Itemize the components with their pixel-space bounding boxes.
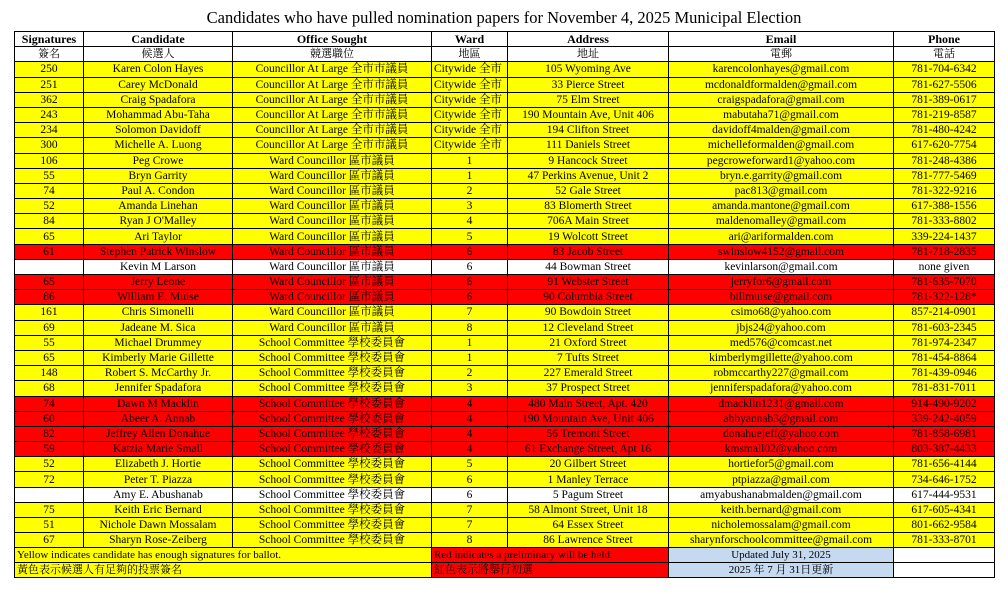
candidate-name-cell: Kimberly Marie Gillette — [84, 350, 233, 365]
email-cell: donahuejeff@yahoo.com — [669, 426, 894, 441]
signature-count-cell: 55 — [15, 168, 84, 183]
office-sought-cell: Councillor At Large 全市市議員 — [233, 92, 432, 107]
signature-count-cell: 65 — [15, 275, 84, 290]
phone-cell: 339-224-1437 — [894, 229, 995, 244]
table-row — [15, 275, 995, 290]
legend-yellow-en: Yellow indicates candidate has enough signatures for ballot. — [15, 548, 432, 563]
table-row — [15, 502, 995, 517]
office-sought-cell: School Committee 學校委員會 — [233, 533, 432, 548]
email-cell: jerryfor6@gmail.com — [669, 275, 894, 290]
address-cell: 44 Bowman Street — [508, 259, 669, 274]
address-cell: 91 Webster Street — [508, 275, 669, 290]
ward-cell: 5 — [432, 457, 508, 472]
office-sought-cell: Ward Councillor 區市議員 — [233, 290, 432, 305]
ward-cell: 7 — [432, 518, 508, 533]
address-cell: 21 Oxford Street — [508, 335, 669, 350]
table-row — [15, 168, 995, 183]
signature-count-cell: 51 — [15, 518, 84, 533]
header-row-en — [15, 32, 995, 47]
office-sought-cell: Ward Councillor 區市議員 — [233, 275, 432, 290]
phone-cell: 781-603-2345 — [894, 320, 995, 335]
col-header-address-zh: 地址 — [508, 47, 669, 62]
office-sought-cell: Councillor At Large 全市市議員 — [233, 77, 432, 92]
updated-date-en: Updated July 31, 2025 — [669, 548, 894, 563]
col-header-address: Address — [508, 32, 669, 47]
email-cell: davidoff4malden@gmail.com — [669, 123, 894, 138]
ward-cell: 5 — [432, 229, 508, 244]
table-row — [15, 518, 995, 533]
office-sought-cell: Ward Councillor 區市議員 — [233, 214, 432, 229]
address-cell: 90 Columbia Street — [508, 290, 669, 305]
phone-cell: 781-974-2347 — [894, 335, 995, 350]
ward-cell: 6 — [432, 487, 508, 502]
table-row — [15, 335, 995, 350]
signature-count-cell: 161 — [15, 305, 84, 320]
col-header-phone: Phone — [894, 32, 995, 47]
ward-cell: 6 — [432, 244, 508, 259]
address-cell: 64 Essex Street — [508, 518, 669, 533]
candidate-name-cell: Peg Crowe — [84, 153, 233, 168]
phone-cell: 781-656-4144 — [894, 457, 995, 472]
candidate-name-cell: Robert S. McCarthy Jr. — [84, 366, 233, 381]
phone-cell: 781-333-8802 — [894, 214, 995, 229]
address-cell: 83 Jacob Street — [508, 244, 669, 259]
ward-cell: 7 — [432, 502, 508, 517]
address-cell: 227 Emerald Street — [508, 366, 669, 381]
updated-date-zh: 2025 年 7 月 31日更新 — [669, 563, 894, 578]
office-sought-cell: School Committee 學校委員會 — [233, 366, 432, 381]
email-cell: amyabushanabmalden@gmail.com — [669, 487, 894, 502]
candidate-name-cell: Jeffrey Allen Donahue — [84, 426, 233, 441]
signature-count-cell: 243 — [15, 107, 84, 122]
office-sought-cell: School Committee 學校委員會 — [233, 396, 432, 411]
table-row — [15, 426, 995, 441]
table-row — [15, 350, 995, 365]
signature-count-cell: 106 — [15, 153, 84, 168]
ward-cell: Citywide 全市 — [432, 123, 508, 138]
signature-count-cell: 86 — [15, 290, 84, 305]
office-sought-cell: Councillor At Large 全市市議員 — [233, 107, 432, 122]
signature-count-cell — [15, 487, 84, 502]
signature-count-cell: 52 — [15, 457, 84, 472]
address-cell: 61 Exchange Street, Apt 16 — [508, 442, 669, 457]
email-cell: pac813@gmail.com — [669, 183, 894, 198]
office-sought-cell: School Committee 學校委員會 — [233, 411, 432, 426]
office-sought-cell: Ward Councillor 區市議員 — [233, 320, 432, 335]
table-row — [15, 457, 995, 472]
address-cell: 480 Main Street, Apt. 420 — [508, 396, 669, 411]
phone-cell: 781-248-4386 — [894, 153, 995, 168]
address-cell: 190 Mountain Ave, Unit 406 — [508, 107, 669, 122]
phone-cell: 781-480-4242 — [894, 123, 995, 138]
phone-cell: 617-388-1556 — [894, 199, 995, 214]
ward-cell: 2 — [432, 183, 508, 198]
email-cell: maldenomalley@gmail.com — [669, 214, 894, 229]
candidate-rows — [15, 62, 995, 548]
candidate-name-cell: Amy E. Abushanab — [84, 487, 233, 502]
phone-cell: 617-620-7754 — [894, 138, 995, 153]
phone-cell: 781-389-0617 — [894, 92, 995, 107]
office-sought-cell: Councillor At Large 全市市議員 — [233, 123, 432, 138]
office-sought-cell: School Committee 學校委員會 — [233, 502, 432, 517]
office-sought-cell: Councillor At Large 全市市議員 — [233, 62, 432, 77]
phone-cell: 781-219-8587 — [894, 107, 995, 122]
email-cell: dmacklin1231@gmail.com — [669, 396, 894, 411]
office-sought-cell: School Committee 學校委員會 — [233, 426, 432, 441]
ward-cell: 1 — [432, 350, 508, 365]
office-sought-cell: School Committee 學校委員會 — [233, 518, 432, 533]
ward-cell: 4 — [432, 396, 508, 411]
table-row — [15, 123, 995, 138]
col-header-email: Email — [669, 32, 894, 47]
candidate-name-cell: Peter T. Piazza — [84, 472, 233, 487]
legend-red-en: Red indicates a preliminary will be held. — [432, 548, 669, 563]
phone-cell: 781-831-7011 — [894, 381, 995, 396]
ward-cell: 3 — [432, 199, 508, 214]
candidate-name-cell: Keith Eric Bernard — [84, 502, 233, 517]
col-header-signatures-zh: 簽名 — [15, 47, 84, 62]
candidate-name-cell: Elizabeth J. Hortie — [84, 457, 233, 472]
phone-cell: 801-662-9584 — [894, 518, 995, 533]
address-cell: 56 Tremont Street — [508, 426, 669, 441]
col-header-candidate-zh: 候選人 — [84, 47, 233, 62]
phone-cell: 781-333-8701 — [894, 533, 995, 548]
ward-cell: 6 — [432, 290, 508, 305]
address-cell: 83 Blomerth Street — [508, 199, 669, 214]
legend-yellow-zh: 黃色表示候選人有足夠的投票簽名 — [15, 563, 432, 578]
signature-count-cell: 55 — [15, 335, 84, 350]
ward-cell: Citywide 全市 — [432, 138, 508, 153]
email-cell: ari@ariformalden.com — [669, 229, 894, 244]
address-cell: 194 Clifton Street — [508, 123, 669, 138]
ward-cell: 7 — [432, 305, 508, 320]
candidate-name-cell: Katzia Marie Small — [84, 442, 233, 457]
phone-cell: 734-646-1752 — [894, 472, 995, 487]
signature-count-cell: 234 — [15, 123, 84, 138]
candidate-name-cell: Sharyn Rose-Zeiberg — [84, 533, 233, 548]
signature-count-cell: 59 — [15, 442, 84, 457]
legend-row-1 — [15, 548, 995, 563]
legend-blank-2 — [894, 563, 995, 578]
address-cell: 47 Perkins Avenue, Unit 2 — [508, 168, 669, 183]
email-cell: robmccarthy227@gmail.com — [669, 366, 894, 381]
address-cell: 20 Gilbert Street — [508, 457, 669, 472]
phone-cell: 857-214-0901 — [894, 305, 995, 320]
address-cell: 111 Daniels Street — [508, 138, 669, 153]
ward-cell: 3 — [432, 381, 508, 396]
table-row — [15, 487, 995, 502]
table-row — [15, 411, 995, 426]
address-cell: 12 Cleveland Street — [508, 320, 669, 335]
table-row — [15, 199, 995, 214]
candidates-table — [14, 31, 995, 578]
candidate-name-cell: Ryan J O'Malley — [84, 214, 233, 229]
signature-count-cell: 61 — [15, 244, 84, 259]
email-cell: kmsmall02@yahoo.com — [669, 442, 894, 457]
phone-cell: 781-627-5506 — [894, 77, 995, 92]
table-row — [15, 214, 995, 229]
legend-blank-1 — [894, 548, 995, 563]
ward-cell: 1 — [432, 153, 508, 168]
ward-cell: Citywide 全市 — [432, 92, 508, 107]
phone-cell: 914-490-9202 — [894, 396, 995, 411]
email-cell: med576@comcast.net — [669, 335, 894, 350]
candidate-name-cell: Kevin M Larson — [84, 259, 233, 274]
candidate-name-cell: Mohammad Abu-Taha — [84, 107, 233, 122]
candidate-name-cell: Abeer A. Annab — [84, 411, 233, 426]
email-cell: csimo68@yahoo.com — [669, 305, 894, 320]
candidate-name-cell: Ari Taylor — [84, 229, 233, 244]
signature-count-cell — [15, 259, 84, 274]
signature-count-cell: 74 — [15, 183, 84, 198]
candidate-name-cell: Jerry Leone — [84, 275, 233, 290]
table-row — [15, 183, 995, 198]
signature-count-cell: 52 — [15, 199, 84, 214]
table-row — [15, 77, 995, 92]
email-cell: bryn.e.garrity@gmail.com — [669, 168, 894, 183]
phone-cell: 781-439-0946 — [894, 366, 995, 381]
office-sought-cell: School Committee 學校委員會 — [233, 381, 432, 396]
address-cell: 58 Almont Street, Unit 18 — [508, 502, 669, 517]
candidate-name-cell: Karen Colon Hayes — [84, 62, 233, 77]
ward-cell: 4 — [432, 442, 508, 457]
office-sought-cell: Ward Councillor 區市議員 — [233, 229, 432, 244]
candidate-name-cell: Carey McDonald — [84, 77, 233, 92]
signature-count-cell: 69 — [15, 320, 84, 335]
phone-cell: 803-387-4433 — [894, 442, 995, 457]
signature-count-cell: 75 — [15, 502, 84, 517]
ward-cell: 6 — [432, 472, 508, 487]
phone-cell: 617-605-4341 — [894, 502, 995, 517]
address-cell: 75 Elm Street — [508, 92, 669, 107]
email-cell: jenniferspadafora@yahoo.com — [669, 381, 894, 396]
table-row — [15, 153, 995, 168]
ward-cell: 4 — [432, 214, 508, 229]
table-row — [15, 62, 995, 77]
ward-cell: Citywide 全市 — [432, 62, 508, 77]
ward-cell: 4 — [432, 426, 508, 441]
phone-cell: 617-444-9531 — [894, 487, 995, 502]
phone-cell: 781-777-5469 — [894, 168, 995, 183]
office-sought-cell: Ward Councillor 區市議員 — [233, 153, 432, 168]
phone-cell: none given — [894, 259, 995, 274]
candidate-name-cell: Chris Simonelli — [84, 305, 233, 320]
office-sought-cell: Ward Councillor 區市議員 — [233, 168, 432, 183]
table-row — [15, 244, 995, 259]
candidate-name-cell: Stephen Patrick Winslow — [84, 244, 233, 259]
candidate-name-cell: Amanda Linehan — [84, 199, 233, 214]
signature-count-cell: 251 — [15, 77, 84, 92]
phone-cell: 781-858-6981 — [894, 426, 995, 441]
table-row — [15, 442, 995, 457]
ward-cell: 6 — [432, 259, 508, 274]
table-row — [15, 320, 995, 335]
phone-cell: 781-635-7070 — [894, 275, 995, 290]
col-header-ward: Ward — [432, 32, 508, 47]
table-row — [15, 305, 995, 320]
signature-count-cell: 300 — [15, 138, 84, 153]
office-sought-cell: School Committee 學校委員會 — [233, 335, 432, 350]
email-cell: craigspadafora@gmail.com — [669, 92, 894, 107]
candidate-name-cell: Jennifer Spadafora — [84, 381, 233, 396]
email-cell: nicholemossalam@gmail.com — [669, 518, 894, 533]
ward-cell: 2 — [432, 366, 508, 381]
signature-count-cell: 65 — [15, 229, 84, 244]
office-sought-cell: Ward Councillor 區市議員 — [233, 199, 432, 214]
col-header-office-zh: 競選職位 — [233, 47, 432, 62]
col-header-candidate: Candidate — [84, 32, 233, 47]
email-cell: kimberlymgillette@yahoo.com — [669, 350, 894, 365]
signature-count-cell: 250 — [15, 62, 84, 77]
col-header-office: Office Sought — [233, 32, 432, 47]
signature-count-cell: 68 — [15, 381, 84, 396]
signature-count-cell: 84 — [15, 214, 84, 229]
signature-count-cell: 82 — [15, 426, 84, 441]
candidate-name-cell: Jadeane M. Sica — [84, 320, 233, 335]
office-sought-cell: School Committee 學校委員會 — [233, 472, 432, 487]
candidate-name-cell: Nichole Dawn Mossalam — [84, 518, 233, 533]
email-cell: ptpiazza@gmail.com — [669, 472, 894, 487]
table-row — [15, 259, 995, 274]
page-title: Candidates who have pulled nomination papers for November 4, 2025 Municipal Election — [206, 8, 802, 27]
table-row — [15, 229, 995, 244]
office-sought-cell: Ward Councillor 區市議員 — [233, 244, 432, 259]
candidate-name-cell: Michael Drummey — [84, 335, 233, 350]
candidate-name-cell: Michelle A. Luong — [84, 138, 233, 153]
legend-row-2 — [15, 563, 995, 578]
office-sought-cell: School Committee 學校委員會 — [233, 350, 432, 365]
signature-count-cell: 148 — [15, 366, 84, 381]
col-header-ward-zh: 地區 — [432, 47, 508, 62]
candidate-name-cell: Craig Spadafora — [84, 92, 233, 107]
address-cell: 5 Pagum Street — [508, 487, 669, 502]
address-cell: 1 Manley Terrace — [508, 472, 669, 487]
email-cell: mcdonaldformalden@gmail.com — [669, 77, 894, 92]
table-row — [15, 107, 995, 122]
signature-count-cell: 67 — [15, 533, 84, 548]
email-cell: michelleformalden@gmail.com — [669, 138, 894, 153]
email-cell: karencolonhayes@gmail.com — [669, 62, 894, 77]
email-cell: mabutaha71@gmail.com — [669, 107, 894, 122]
address-cell: 105 Wyoming Ave — [508, 62, 669, 77]
ward-cell: 6 — [432, 275, 508, 290]
candidate-name-cell: Dawn M Macklin — [84, 396, 233, 411]
phone-cell: 781-704-6342 — [894, 62, 995, 77]
table-row — [15, 366, 995, 381]
office-sought-cell: Ward Councillor 區市議員 — [233, 183, 432, 198]
phone-cell: 781-322-128* — [894, 290, 995, 305]
address-cell: 37 Prospect Street — [508, 381, 669, 396]
ward-cell: 8 — [432, 320, 508, 335]
candidate-name-cell: William E. Muise — [84, 290, 233, 305]
legend-red-zh: 紅色表示將舉行初選 — [432, 563, 669, 578]
email-cell: amanda.mantone@gmail.com — [669, 199, 894, 214]
address-cell: 90 Bowdoin Street — [508, 305, 669, 320]
table-row — [15, 472, 995, 487]
ward-cell: 4 — [432, 411, 508, 426]
col-header-email-zh: 電郵 — [669, 47, 894, 62]
email-cell: billmuise@gmail.com — [669, 290, 894, 305]
email-cell: abbyannab3@gmail.com — [669, 411, 894, 426]
phone-cell: 781-322-9216 — [894, 183, 995, 198]
candidate-name-cell: Bryn Garrity — [84, 168, 233, 183]
ward-cell: 1 — [432, 335, 508, 350]
email-cell: kevinlarson@gmail.com — [669, 259, 894, 274]
office-sought-cell: School Committee 學校委員會 — [233, 457, 432, 472]
candidate-name-cell: Paul A. Condon — [84, 183, 233, 198]
table-row — [15, 381, 995, 396]
address-cell: 19 Wolcott Street — [508, 229, 669, 244]
office-sought-cell: Ward Councillor 區市議員 — [233, 259, 432, 274]
phone-cell: 781-718-2835 — [894, 244, 995, 259]
email-cell: sharynforschoolcommittee@gmail.com — [669, 533, 894, 548]
signature-count-cell: 74 — [15, 396, 84, 411]
header-row-zh — [15, 47, 995, 62]
address-cell: 7 Tufts Street — [508, 350, 669, 365]
address-cell: 52 Gale Street — [508, 183, 669, 198]
office-sought-cell: School Committee 學校委員會 — [233, 442, 432, 457]
ward-cell: 8 — [432, 533, 508, 548]
office-sought-cell: Ward Councillor 區市議員 — [233, 305, 432, 320]
col-header-signatures: Signatures — [15, 32, 84, 47]
email-cell: keith.bernard@gmail.com — [669, 502, 894, 517]
email-cell: swinslow4152@gmail.com — [669, 244, 894, 259]
table-row — [15, 92, 995, 107]
office-sought-cell: Councillor At Large 全市市議員 — [233, 138, 432, 153]
office-sought-cell: School Committee 學校委員會 — [233, 487, 432, 502]
signature-count-cell: 65 — [15, 350, 84, 365]
address-cell: 190 Mountain Ave, Unit 406 — [508, 411, 669, 426]
email-cell: pegcroweforward1@yahoo.com — [669, 153, 894, 168]
table-row — [15, 533, 995, 548]
col-header-phone-zh: 電話 — [894, 47, 995, 62]
signature-count-cell: 60 — [15, 411, 84, 426]
address-cell: 706A Main Street — [508, 214, 669, 229]
phone-cell: 781-454-8864 — [894, 350, 995, 365]
phone-cell: 339-242-4059 — [894, 411, 995, 426]
signature-count-cell: 72 — [15, 472, 84, 487]
table-row — [15, 138, 995, 153]
signature-count-cell: 362 — [15, 92, 84, 107]
ward-cell: 1 — [432, 168, 508, 183]
ward-cell: Citywide 全市 — [432, 107, 508, 122]
candidate-name-cell: Solomon Davidoff — [84, 123, 233, 138]
email-cell: hortiefor5@gmail.com — [669, 457, 894, 472]
table-row — [15, 396, 995, 411]
address-cell: 9 Hancock Street — [508, 153, 669, 168]
table-row — [15, 290, 995, 305]
address-cell: 33 Pierce Street — [508, 77, 669, 92]
address-cell: 86 Lawrence Street — [508, 533, 669, 548]
email-cell: jbjs24@yahoo.com — [669, 320, 894, 335]
ward-cell: Citywide 全市 — [432, 77, 508, 92]
